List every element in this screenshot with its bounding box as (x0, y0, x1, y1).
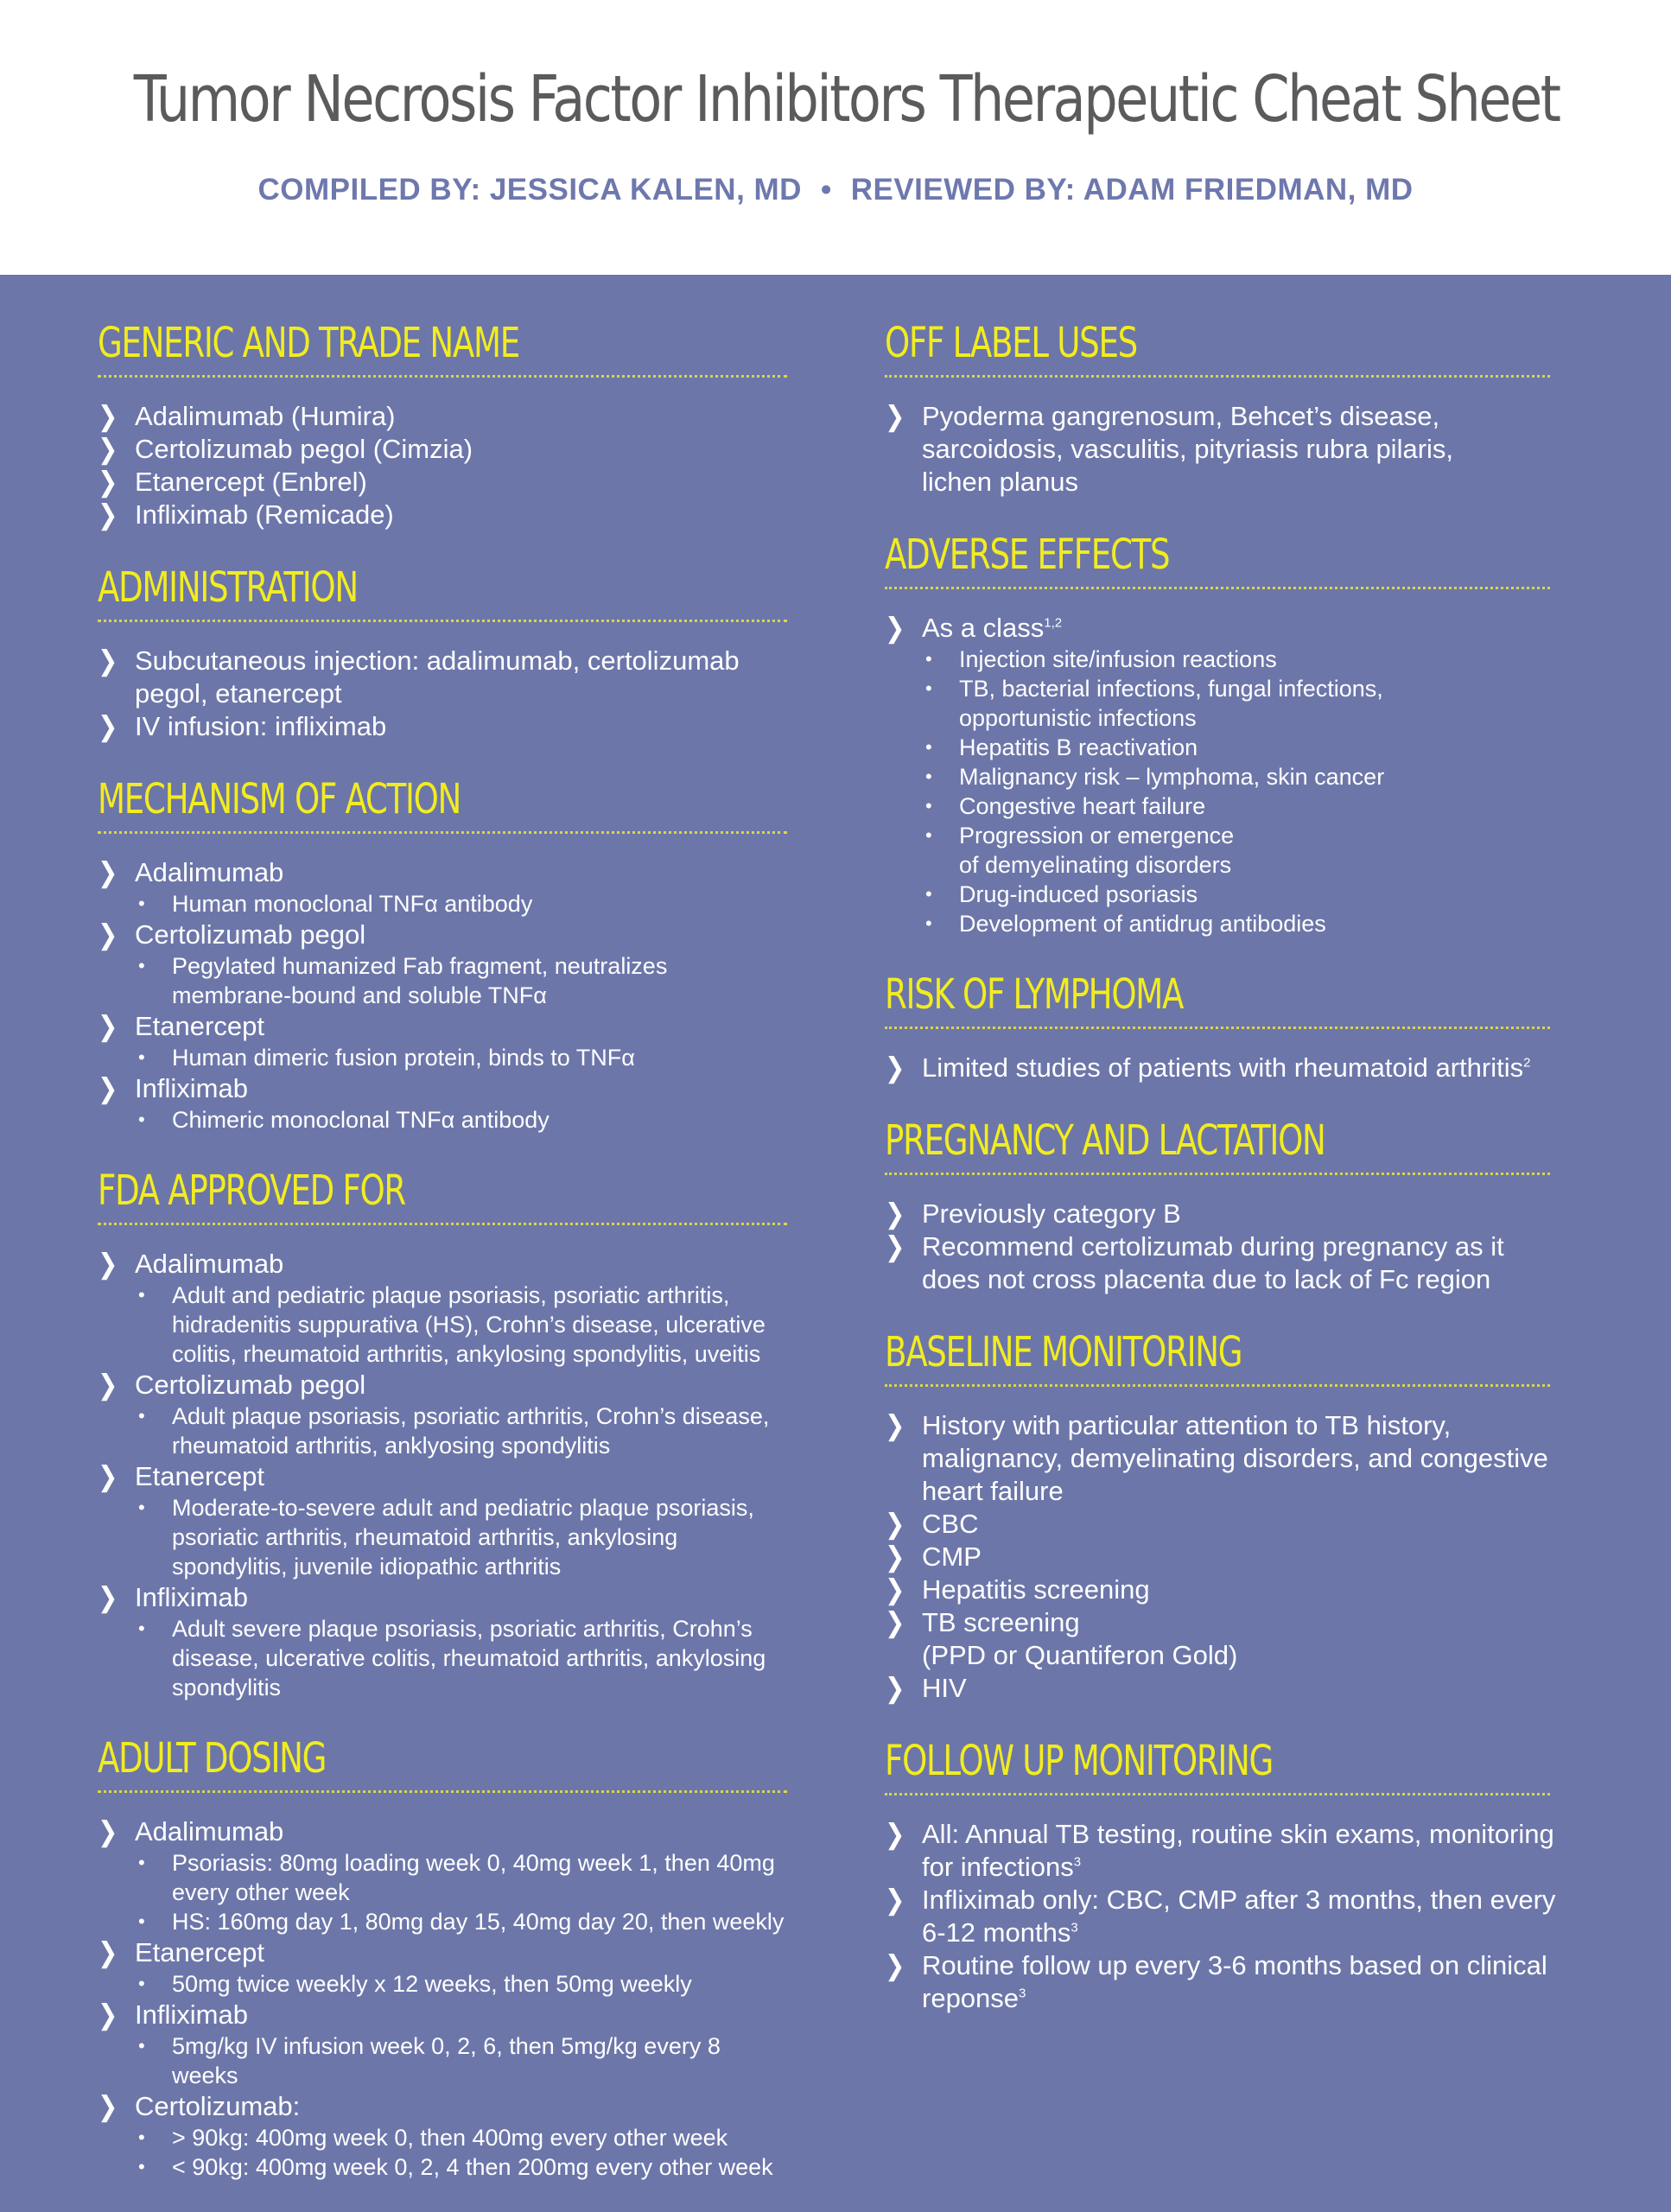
section-title: FDA APPROVED FOR (98, 1166, 405, 1215)
section-fda-approved (98, 1166, 815, 1702)
chevron-right-icon: ❯ (885, 1605, 905, 1639)
list-item: ❯ Certolizumab pegol (Cimzia) (98, 433, 815, 466)
chevron-right-icon: ❯ (885, 1948, 905, 1982)
right-column (885, 318, 1593, 2015)
section-divider (885, 1384, 1550, 1387)
section-divider (885, 587, 1550, 589)
sub-item: • Pegylated humanized Fab fragment, neutralizes membrane-bound and soluble TNFα (138, 953, 668, 1008)
chevron-right-icon: ❯ (885, 1197, 905, 1230)
section-generic-names (98, 318, 815, 531)
section-title: GENERIC AND TRADE NAME (98, 319, 519, 367)
sub-item: • Hepatitis B reactivation (925, 734, 1198, 760)
section-mechanism (98, 774, 815, 1135)
chevron-right-icon: ❯ (98, 2089, 118, 2123)
chevron-right-icon: ❯ (885, 1817, 905, 1851)
sub-item: • 50mg twice weekly x 12 weeks, then 50mg weekly (138, 1971, 692, 1997)
section-adult-dosing (98, 1733, 815, 2182)
list-item: ❯ Infliximab (98, 1999, 815, 2031)
chevron-right-icon: ❯ (885, 1883, 905, 1916)
list-item: ❯ Previously category B (885, 1198, 1593, 1230)
sub-item: • Human monoclonal TNFα antibody (138, 891, 533, 917)
list-item: ❯ TB screening (PPD or Quantiferon Gold) (885, 1606, 1593, 1672)
left-column (98, 318, 815, 2182)
section-divider (98, 1790, 787, 1793)
list-item: ❯ CBC (885, 1508, 1593, 1541)
chevron-right-icon: ❯ (98, 1998, 118, 2031)
list-item: ❯ Limited studies of patients with rheumatoid arthritis$^2$ (885, 1052, 1593, 1084)
section-title: PREGNANCY AND LACTATION (885, 1116, 1325, 1165)
chevron-right-icon: ❯ (885, 1671, 905, 1705)
section-title: MECHANISM OF ACTION (98, 775, 461, 823)
section-divider (885, 1027, 1550, 1029)
chevron-right-icon: ❯ (98, 709, 118, 743)
list-item: ❯ Certolizumab: (98, 2090, 815, 2123)
section-baseline-monitoring (885, 1327, 1593, 1705)
chevron-right-icon: ❯ (98, 1580, 118, 1614)
chevron-right-icon: ❯ (885, 1507, 905, 1541)
chevron-right-icon: ❯ (98, 1071, 118, 1105)
list-item: ❯ Recommend certolizumab during pregnancy as it does not cross placenta due to lack of Fc region (885, 1230, 1593, 1296)
chevron-right-icon: ❯ (98, 855, 118, 889)
list-item: ❯ Pyoderma gangrenosum, Behcet’s disease, sarcoidosis, vasculitis, pityriasis rubra pilaris, lichen planus (885, 400, 1593, 499)
section-title: BASELINE MONITORING (885, 1328, 1242, 1376)
sub-item: • Adult severe plaque psoriasis, psoriatic arthritis, Crohn’s disease, ulcerative colitis, rheumatoid arthritis, ankylosing spondylitis (138, 1616, 766, 1700)
sub-item: • 5mg/kg IV infusion week 0, 2, 6, then 5mg/kg every 8 weeks (138, 2033, 721, 2088)
chevron-right-icon: ❯ (885, 611, 905, 645)
list-item: ❯ Subcutaneous injection: adalimumab, certolizumab pegol, etanercept (98, 645, 815, 710)
chevron-right-icon: ❯ (98, 1368, 118, 1402)
section-pregnancy (885, 1116, 1593, 1296)
list-item: ❯ Adalimumab (98, 1815, 815, 1848)
chevron-right-icon: ❯ (98, 644, 118, 677)
list-item: ❯ Infliximab (98, 1072, 815, 1105)
list-item: ❯ Infliximab only: CBC, CMP after 3 months, then every 6-12 months$^3$ (885, 1884, 1593, 1949)
chevron-right-icon: ❯ (98, 432, 118, 466)
chevron-right-icon: ❯ (98, 399, 118, 433)
section-divider (98, 620, 787, 622)
list-item: ❯ Infliximab (98, 1581, 815, 1614)
list-item: ❯ Etanercept (98, 1936, 815, 1969)
section-divider (98, 831, 787, 834)
section-title: ADVERSE EFFECTS (885, 531, 1170, 579)
section-divider (98, 375, 787, 378)
list-item: ❯ Etanercept (98, 1010, 815, 1043)
compiled-by: COMPILED BY: JESSICA KALEN, MD (257, 173, 802, 207)
chevron-right-icon: ❯ (98, 498, 118, 531)
list-item: ❯ Etanercept (98, 1460, 815, 1493)
section-administration (98, 563, 815, 743)
list-item: ❯ HIV (885, 1672, 1593, 1705)
sub-item: • Psoriasis: 80mg loading week 0, 40mg week 1, then 40mg every other week (138, 1850, 775, 1905)
chevron-right-icon: ❯ (98, 1009, 118, 1043)
sub-item: • > 90kg: 400mg week 0, then 400mg every other week (138, 2125, 728, 2151)
page-title: Tumor Necrosis Factor Inhibitors Therapeutic Cheat Sheet (133, 62, 1560, 137)
section-adverse-effects (885, 530, 1593, 938)
list-item: ❯ Certolizumab pegol (98, 1369, 815, 1402)
byline-separator: • (820, 173, 832, 207)
byline (0, 173, 1671, 207)
chevron-right-icon: ❯ (98, 1247, 118, 1281)
chevron-right-icon: ❯ (98, 918, 118, 951)
sub-item: • Moderate-to-severe adult and pediatric plaque psoriasis, psoriatic arthritis, rheumatoid arthritis, ankylosing spondylitis, juvenile idiopathic arthritis (138, 1495, 754, 1580)
header (0, 0, 1671, 275)
content-panel (0, 275, 1671, 2212)
list-item: ❯ Infliximab (Remicade) (98, 499, 815, 531)
list-item: ❯ Adalimumab (98, 1248, 815, 1281)
section-divider (885, 1173, 1550, 1175)
chevron-right-icon: ❯ (98, 1815, 118, 1848)
list-item: ❯ Routine follow up every 3-6 months based on clinical reponse$^3$ (885, 1949, 1593, 2015)
sub-item: • TB, bacterial infections, fungal infections, opportunistic infections (925, 676, 1383, 731)
section-divider (98, 1223, 787, 1225)
chevron-right-icon: ❯ (885, 1540, 905, 1573)
reviewed-by: REVIEWED BY: ADAM FRIEDMAN, MD (850, 173, 1414, 207)
list-item: ❯ Adalimumab (98, 856, 815, 889)
section-title: OFF LABEL USES (885, 319, 1137, 367)
chevron-right-icon: ❯ (885, 1051, 905, 1084)
sub-item: • Human dimeric fusion protein, binds to TNFα (138, 1045, 635, 1071)
sub-item: • Malignancy risk – lymphoma, skin cancer (925, 764, 1385, 790)
sub-item: • HS: 160mg day 1, 80mg day 15, 40mg day 20, then weekly (138, 1909, 785, 1935)
list-item: ❯ Etanercept (Enbrel) (98, 466, 815, 499)
sub-item: • Adult plaque psoriasis, psoriatic arthritis, Crohn’s disease, rheumatoid arthritis, anklyosing spondylitis (138, 1403, 770, 1459)
sub-item: • Injection site/infusion reactions (925, 646, 1277, 672)
section-follow-up-monitoring (885, 1736, 1593, 2015)
section-divider (885, 375, 1550, 378)
sub-item: • Progression or emergence of demyelinating disorders (925, 823, 1235, 878)
chevron-right-icon: ❯ (98, 1936, 118, 1969)
list-item: ❯ Adalimumab (Humira) (98, 400, 815, 433)
chevron-right-icon: ❯ (885, 1573, 905, 1606)
sub-item: • Chimeric monoclonal TNFα antibody (138, 1107, 550, 1133)
section-title: RISK OF LYMPHOMA (885, 970, 1184, 1019)
section-title: FOLLOW UP MONITORING (885, 1737, 1274, 1785)
list-item: ❯ All: Annual TB testing, routine skin exams, monitoring for infections$^3$ (885, 1818, 1593, 1884)
chevron-right-icon: ❯ (885, 399, 905, 433)
sub-item: • < 90kg: 400mg week 0, 2, 4 then 200mg every other week (138, 2154, 773, 2180)
section-risk-lymphoma (885, 969, 1593, 1084)
section-off-label (885, 318, 1593, 499)
sub-item: • Adult and pediatric plaque psoriasis, psoriatic arthritis, hidradenitis suppurativa (HS), Crohn’s disease, ulcerative colitis, rheumatoid arthritis, ankylosing spondylitis, uveitis (138, 1282, 766, 1367)
chevron-right-icon: ❯ (885, 1230, 905, 1263)
section-title: ADMINISTRATION (98, 563, 358, 612)
list-item: ❯ IV infusion: infliximab (98, 710, 815, 743)
sub-item: • Drug-induced psoriasis (925, 881, 1198, 907)
list-item: ❯ Hepatitis screening (885, 1573, 1593, 1606)
chevron-right-icon: ❯ (98, 465, 118, 499)
section-title: ADULT DOSING (98, 1734, 327, 1783)
list-item: ❯ As a class$^{1,2}$ (885, 612, 1593, 645)
sub-item: • Congestive heart failure (925, 793, 1206, 819)
sub-item: • Development of antidrug antibodies (925, 911, 1326, 937)
section-divider (885, 1793, 1550, 1796)
chevron-right-icon: ❯ (98, 1459, 118, 1493)
chevron-right-icon: ❯ (885, 1408, 905, 1442)
list-item: ❯ CMP (885, 1541, 1593, 1573)
list-item: ❯ History with particular attention to TB history, malignancy, demyelinating disorders, and congestive heart failure (885, 1409, 1593, 1508)
list-item: ❯ Certolizumab pegol (98, 918, 815, 951)
